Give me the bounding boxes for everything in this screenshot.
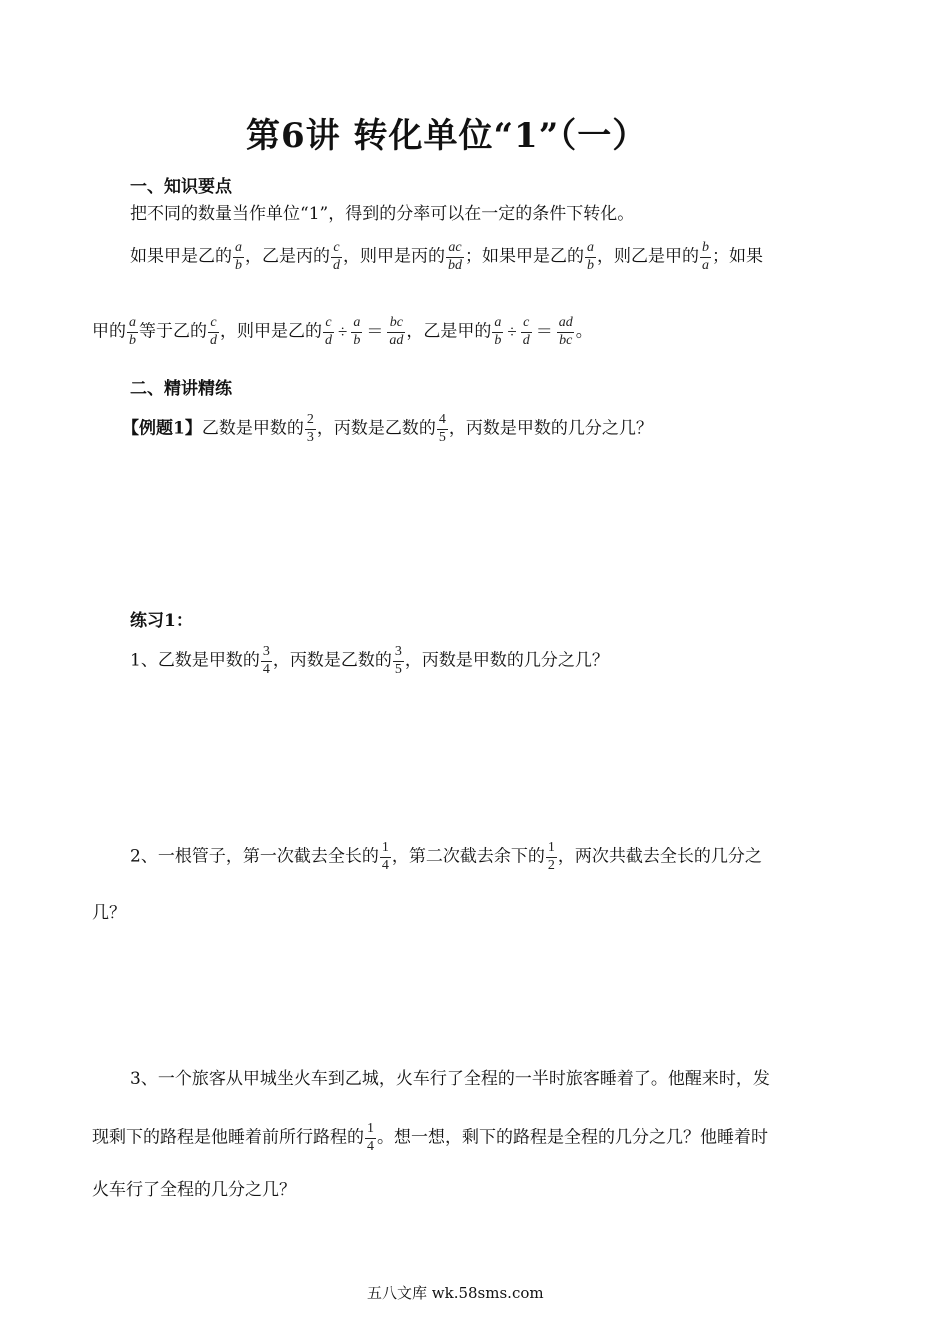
numerator: c — [210, 315, 217, 330]
numerator: 3 — [394, 644, 402, 659]
denominator: d — [522, 332, 530, 348]
fraction — [393, 645, 404, 677]
text: ，乙是丙的 — [245, 246, 330, 267]
divide-sign: ÷ — [507, 321, 517, 341]
fraction — [492, 316, 503, 348]
denominator: b — [494, 332, 502, 348]
fraction — [305, 413, 316, 445]
practice-question-3-line-2 — [92, 1122, 768, 1154]
knowledge-line-2 — [130, 241, 763, 273]
section-heading-practice: 二、精讲精练 — [130, 379, 232, 399]
denominator: 5 — [394, 661, 402, 677]
example-label: 【例题1】 — [122, 418, 202, 439]
numerator: c — [523, 315, 530, 330]
fraction — [387, 316, 405, 348]
divide-sign: ÷ — [338, 321, 348, 341]
text: ，乙是甲的 — [406, 321, 492, 342]
denominator: b — [129, 332, 136, 348]
denominator: b — [353, 332, 361, 348]
text: 如果甲是乙的 — [130, 246, 232, 267]
fraction — [323, 316, 334, 348]
fraction — [446, 241, 464, 273]
text: ，丙数是甲数的几分之几？ — [404, 650, 609, 671]
numerator: 1 — [547, 840, 555, 855]
text: ，则乙是甲的 — [597, 246, 699, 267]
text: ，第二次截去余下的 — [391, 846, 545, 867]
fraction — [233, 241, 244, 273]
footer-watermark: 五八文库 wk.58sms.com — [367, 1284, 544, 1302]
denominator: 5 — [438, 429, 446, 445]
denominator: d — [333, 257, 340, 273]
numerator: 1 — [381, 840, 389, 855]
denominator: b — [587, 257, 594, 273]
denominator: bd — [448, 257, 462, 273]
example-1 — [122, 413, 653, 445]
denominator: ad — [389, 332, 404, 348]
denominator: 4 — [367, 1138, 374, 1154]
text: ，丙数是乙数的 — [272, 650, 392, 671]
page-title: 第6讲 转化单位“1”（一） — [246, 116, 648, 156]
practice-question-3-line-1: 3、一个旅客从甲城坐火车到乙城，火车行了全程的一半时旅客睡着了。他醒来时，发 — [130, 1069, 770, 1089]
numerator: 4 — [438, 412, 446, 427]
equals-sign: ＝ — [535, 321, 553, 341]
text: 。想一想，剩下的路程是全程的几分之几？他睡着时 — [377, 1127, 768, 1148]
denominator: d — [325, 332, 332, 348]
denominator: 4 — [381, 857, 389, 873]
fraction — [365, 1122, 376, 1154]
denominator: bc — [559, 332, 573, 348]
knowledge-line-1: 把不同的数量当作单位“1”，得到的分率可以在一定的条件下转化。 — [130, 204, 635, 224]
denominator: a — [702, 257, 709, 273]
text: 1、乙数是甲数的 — [130, 650, 260, 671]
fraction — [557, 316, 575, 348]
text: ，两次共截去全长的几分之 — [557, 846, 762, 867]
numerator: a — [494, 315, 502, 330]
fraction — [585, 241, 596, 273]
knowledge-line-3 — [92, 316, 593, 348]
fraction — [261, 645, 272, 677]
numerator: 3 — [262, 644, 270, 659]
numerator: ad — [558, 315, 573, 330]
fraction — [700, 241, 711, 273]
section-heading-knowledge: 一、知识要点 — [130, 177, 232, 197]
denominator: 2 — [547, 857, 555, 873]
fraction — [437, 413, 448, 445]
practice-question-3-line-3: 火车行了全程的几分之几？ — [92, 1180, 296, 1200]
numerator: 2 — [306, 412, 314, 427]
text: ，则甲是丙的 — [343, 246, 445, 267]
numerator: ac — [448, 240, 462, 255]
fraction — [127, 316, 138, 348]
practice-question-2 — [130, 841, 762, 873]
fraction — [351, 316, 362, 348]
numerator: a — [235, 240, 242, 255]
denominator: d — [210, 332, 217, 348]
fraction — [521, 316, 532, 348]
text: ，则甲是乙的 — [220, 321, 322, 342]
numerator: bc — [389, 315, 403, 330]
text: 等于乙的 — [139, 321, 207, 342]
numerator: a — [353, 315, 361, 330]
fraction — [380, 841, 391, 873]
numerator: c — [333, 240, 340, 255]
text: 乙数是甲数的 — [201, 418, 304, 439]
text: ，丙数是乙数的 — [316, 418, 436, 439]
denominator: 4 — [262, 661, 270, 677]
text: ；如果甲是乙的 — [465, 246, 584, 267]
numerator: c — [325, 315, 332, 330]
text: ，丙数是甲数的几分之几？ — [448, 418, 653, 439]
equals-sign: ＝ — [366, 321, 384, 341]
text: 2、一根管子，第一次截去全长的 — [130, 846, 379, 867]
practice-heading: 练习1： — [130, 611, 193, 631]
fraction — [546, 841, 557, 873]
numerator: a — [129, 315, 136, 330]
practice-question-2-line-2: 几？ — [92, 903, 126, 923]
numerator: b — [702, 240, 709, 255]
numerator: a — [587, 240, 594, 255]
denominator: 3 — [306, 429, 314, 445]
text: 甲的 — [92, 321, 126, 342]
text: ；如果 — [712, 246, 763, 267]
fraction — [208, 316, 219, 348]
text: 。 — [575, 321, 593, 342]
denominator: b — [235, 257, 242, 273]
fraction — [331, 241, 342, 273]
practice-question-1 — [130, 645, 609, 677]
numerator: 1 — [367, 1121, 374, 1136]
text: 现剩下的路程是他睡着前所行路程的 — [92, 1127, 364, 1148]
